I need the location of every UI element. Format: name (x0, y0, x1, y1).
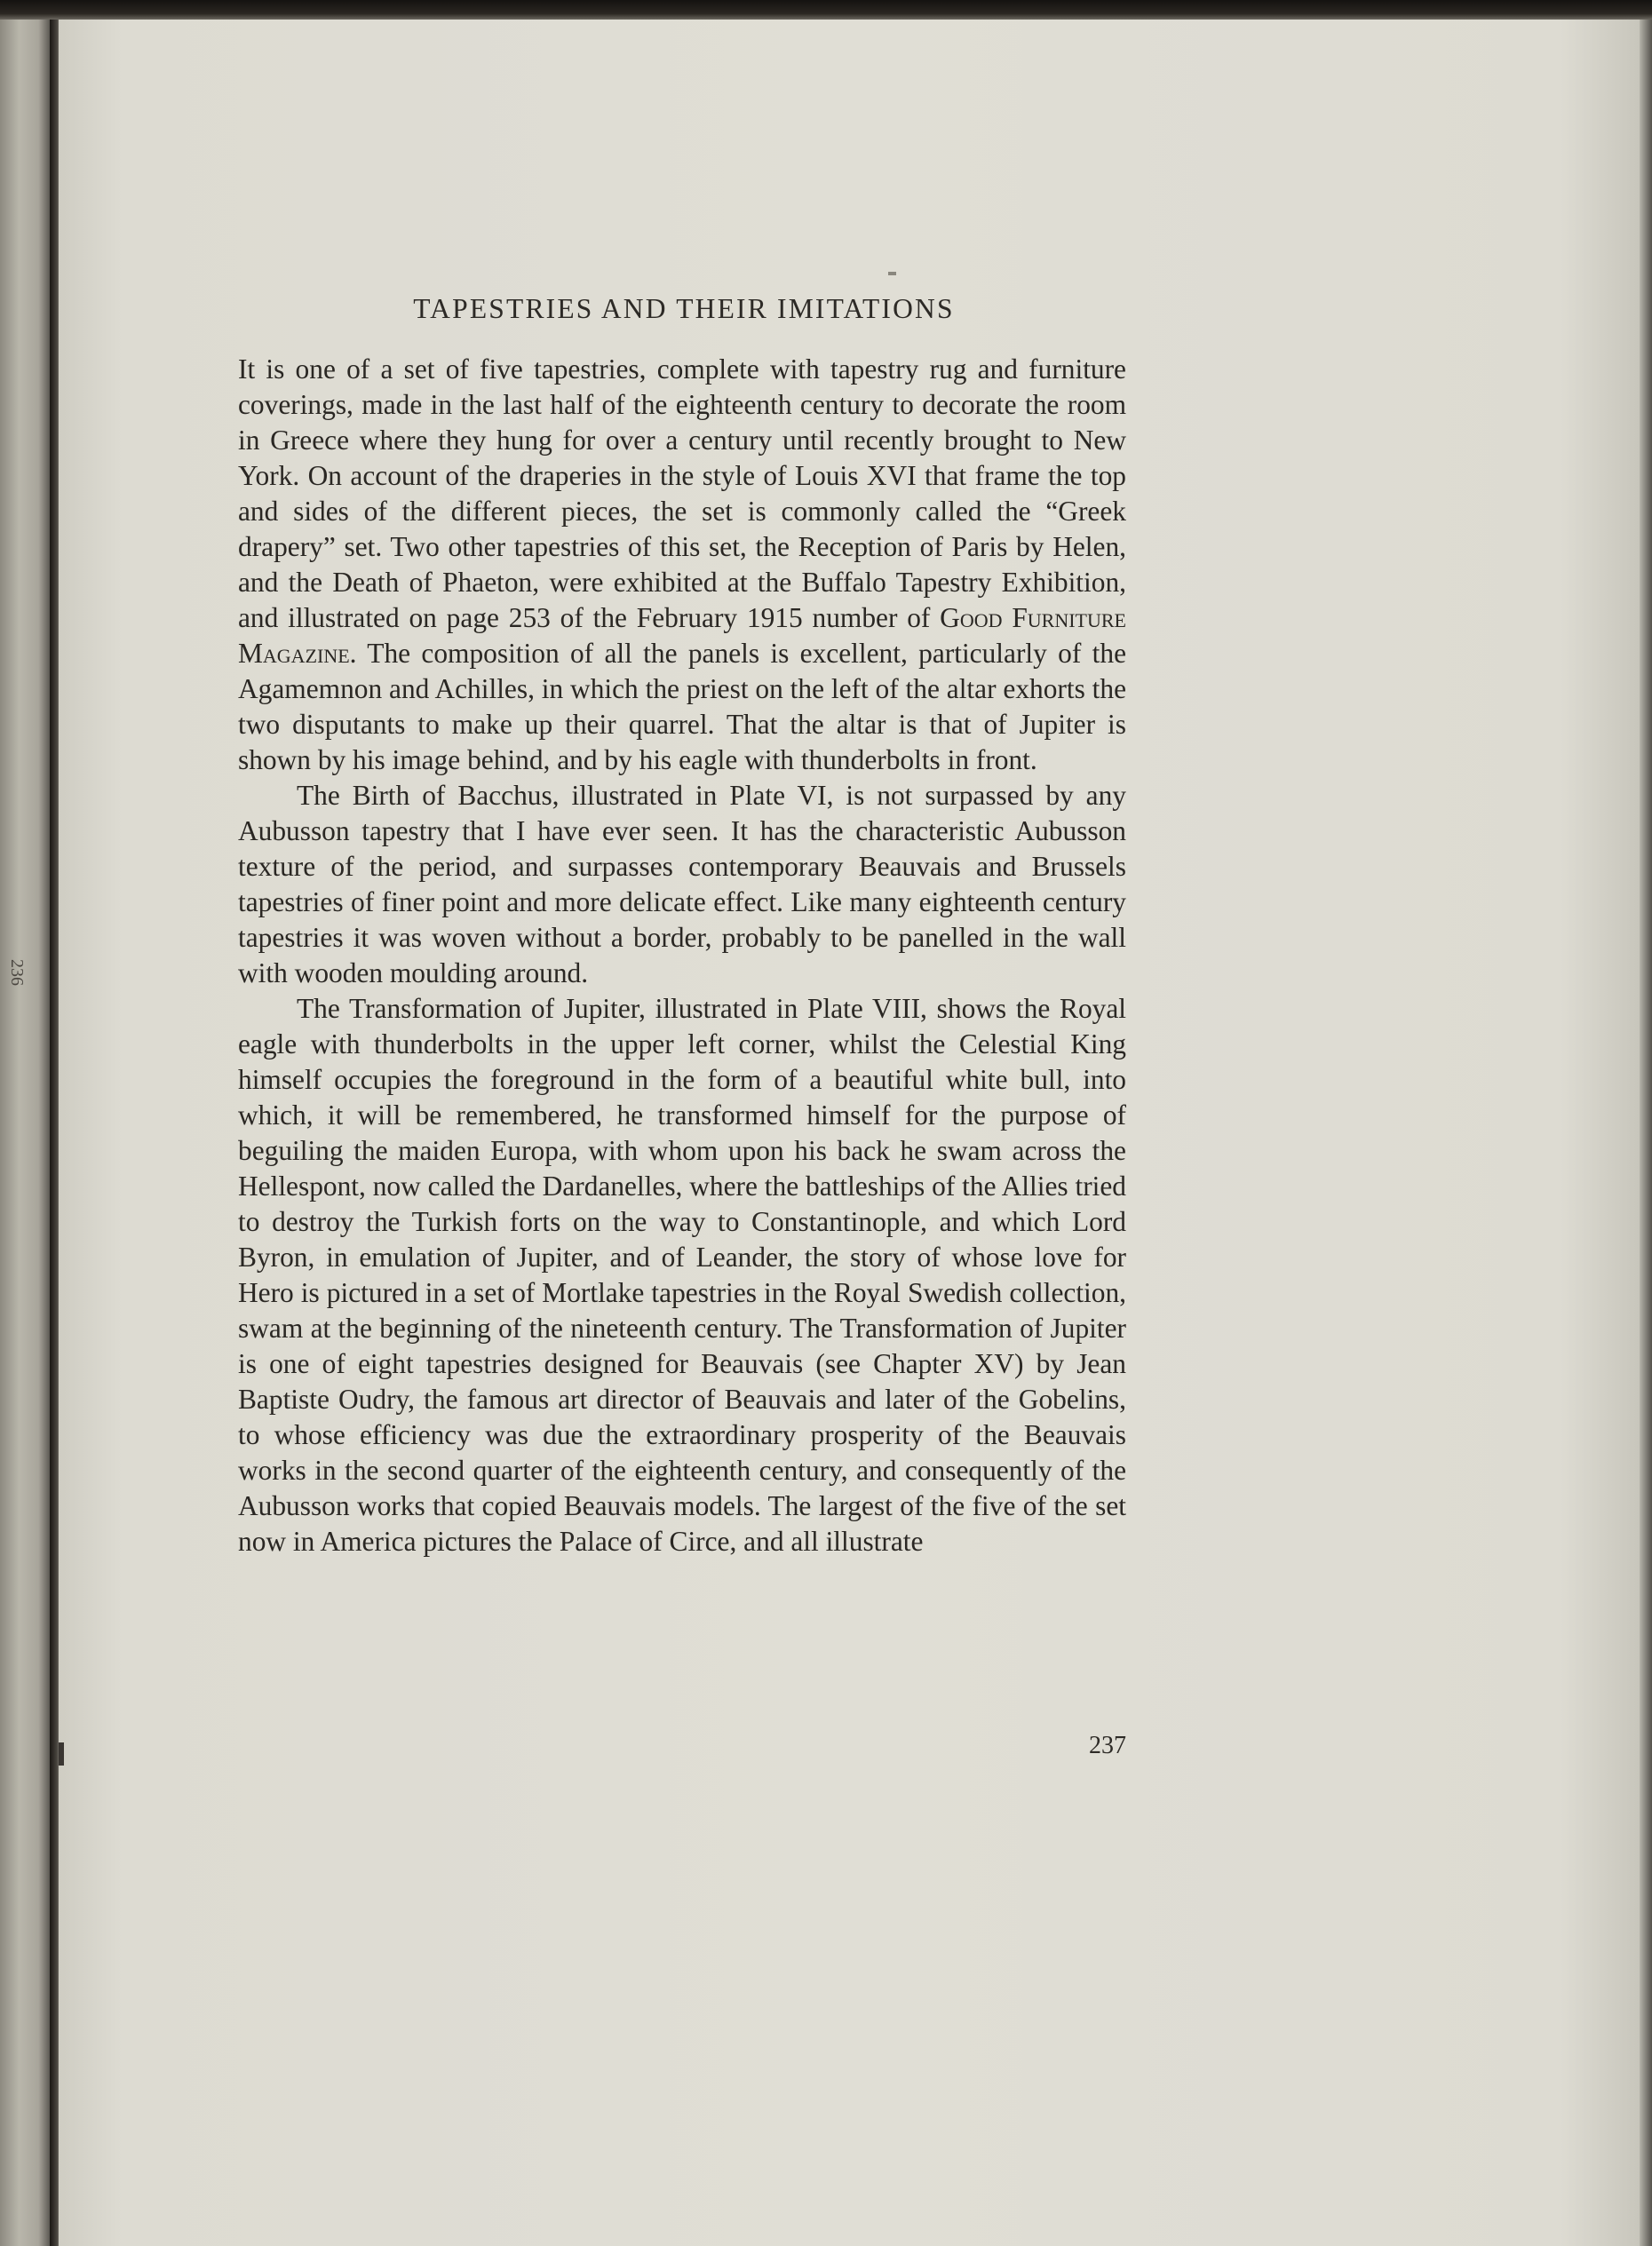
binding-mark (59, 1742, 64, 1766)
previous-page-edge (0, 0, 55, 2246)
paragraph-3: The Transformation of Jupiter, illustrated in Plate VIII, shows the Royal eagle with thunderbolts in the upper left corner, whilst the Celestial King himself occupies the foreground in the form of a beautiful white bull, into which, it will be remembered, he transformed himself for the purpose of beguiling the maiden Europa, with whom upon his back he swam across the Hellespont, now called the Dardanelles, where the battleships of the Allies tried to destroy the Turkish forts on the way to Constantinople, and which Lord Byron, in emulation of Jupiter, and of Leander, the story of whose love for Hero is pictured in a set of Mortlake tapestries in the Royal Swedish collection, swam at the beginning of the nineteenth century. The Transformation of Jupiter is one of eight tapestries designed for Beauvais (see Chapter XV) by Jean Baptiste Oudry, the famous art director of Beauvais and later of the Gobelins, to whose efficiency was due the extraordinary prosperity of the Beauvais works in the second quarter of the eighteenth century, and consequently of the Aubusson works that copied Beauvais models. The largest of the five of the set now in America pictures the Palace of Circe, and all illustrate (238, 993, 1126, 1557)
paragraph-2: The Birth of Bacchus, illustrated in Plate VI, is not surpassed by any Aubusson tapestry that I have ever seen. It has the characteristic Aubusson texture of the period, and surpasses contemporary Beauvais and Brussels tapestries of finer point and more delicate effect. Like many eighteenth century tapestries it was woven without a border, probably to be panelled in the wall with wooden moulding around. (238, 780, 1126, 988)
previous-page-number: 236 (7, 959, 27, 986)
paragraph-1-text-end: The composition of all the panels is excellent, particularly of the Agamemnon and Achilles, in which the priest on the left of the altar exhorts the two disputants to make up their quarrel. That the altar is that of Jupiter is shown by his image behind, and by his eagle with thunderbolts in front. (238, 638, 1126, 775)
paragraph-1 (238, 352, 1126, 778)
running-header-title: TAPESTRIES AND THEIR IMITATIONS (413, 293, 955, 324)
paragraph-1-text-start: It is one of a set of five tapestries, complete with tapestry rug and furniture coverings, made in the last half of the eighteenth century to decorate the room in Greece where they hung for over a century until recently brought to New York. On account of the draperies in the style of Louis XVI that frame the top and sides of the different pieces, the set is commonly called the “Greek drapery” set. Two other tapestries of this set, the Reception of Paris by Helen, and the Death of Phaeton, were exhibited at the Buffalo Tapestry Exhibition, and illustrated on page 253 of the February 1915 number of (238, 353, 1126, 633)
magazine-name-small-caps: Good Furniture Magazine. (238, 602, 1126, 669)
page-right-edge (1640, 0, 1652, 2246)
body-text (238, 352, 1126, 1560)
scan-top-edge (0, 0, 1652, 20)
page-number: 237 (1089, 1732, 1126, 1759)
paper-speck (888, 272, 896, 275)
